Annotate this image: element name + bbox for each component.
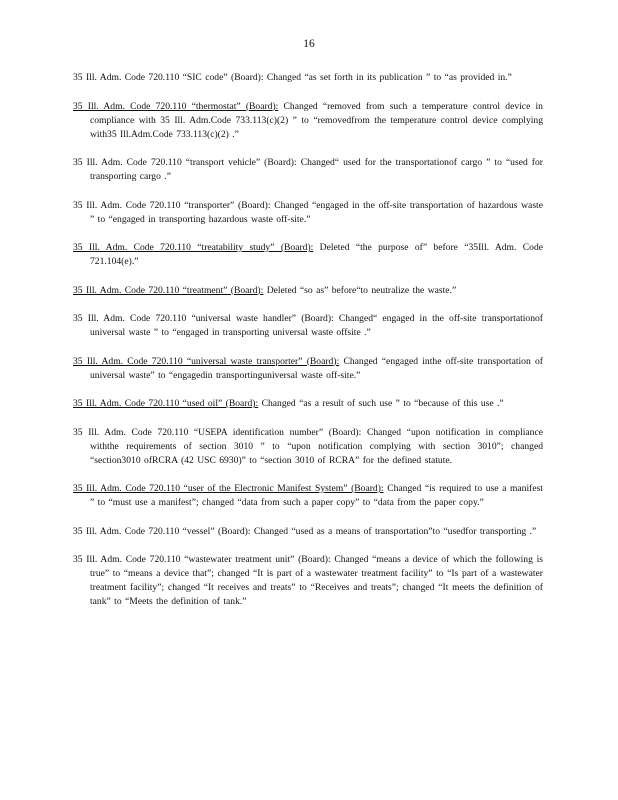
entry-reference: 35 Ill. Adm. Code 720.110 “treatability study” (Board): [73,242,314,253]
entry-paragraph [73,482,543,510]
entry-paragraph [73,284,543,298]
entry-reference: 35 Ill. Adm. Code 720.110 “wastewater treatment unit” (Board): [73,554,331,565]
entry-text: Changed “upon notification in compliance withthe requirements of section 3010 ” to “upon notification complying with section 3010”; changed “section3010 ofRCRA (42 USC 6930)” to “section 3010 of RCRA” for the defined statute. [90,426,543,466]
entry-paragraph [73,241,543,269]
entry-text: Changed “engaged inthe off-site transportation of universal waste” to “engagedin transportinguniversal waste off-site.” [90,355,543,381]
entry-text: Deleted “the purpose of” before “35Ill. Adm. Code 721.104(e).” [90,242,543,267]
entry-reference: 35 Ill. Adm. Code 720.110 “transport vehicle” (Board): [73,157,297,168]
entry-paragraph [73,312,543,340]
entry-list [73,71,543,624]
entry-text: Changed “used as a means of transportation”to “usedfor transporting .” [253,525,537,537]
entry-paragraph [73,553,543,609]
entry-reference: 35 Ill. Adm. Code 720.110 “transporter” (Board): [73,199,271,211]
entry-reference: 35 Ill. Adm. Code 720.110 “used oil” (Board): [73,398,259,409]
entry-reference: 35 Ill. Adm. Code 720.110 “USEPA identification number” (Board): [73,426,362,438]
entry-paragraph [73,397,543,411]
entry-text: Changed“ engaged in the off-site transportationof universal waste ” to “engaged in transporting universal waste offsite .” [90,313,543,338]
entry-paragraph [73,71,543,85]
entry-reference: 35 Ill. Adm. Code 720.110 “vessel” (Board): [73,525,251,537]
entry-paragraph [73,355,543,383]
entry-text: Deleted “so as” before“to neutralize the waste.” [266,284,457,296]
entry-paragraph [73,100,543,142]
page-number: 16 [303,38,315,50]
entry-reference: 35 Ill. Adm. Code 720.110 “universal waste transporter” (Board): [73,355,340,367]
entry-paragraph [73,156,543,184]
entry-paragraph [73,426,543,468]
entry-text: Changed“ used for the transportationof cargo ” to “used for transporting cargo .” [90,157,543,182]
entry-text: Changed “removed from such a temperature control device in compliance with 35 Ill. Adm.Code 733.113(c)(2) ” to “removedfrom the temperature control device complying with35 Ill.Adm.Code 733.113(c)(2) .” [90,100,543,140]
entry-text: Changed “as set forth in its publication ” to “as provided in.” [266,72,512,83]
entry-paragraph [73,525,543,539]
entry-reference: 35 Ill. Adm. Code 720.110 “thermostat” (Board): [73,100,279,112]
entry-reference: 35 Ill. Adm. Code 720.110 “treatment” (Board): [73,284,264,296]
entry-text: Changed “engaged in the off-site transportation of hazardous waste ” to “engaged in transporting hazardous waste off-site.” [90,199,543,225]
entry-paragraph [73,199,543,227]
entry-text: Changed “means a device of which the following is true” to “means a device that”; changed “It is part of a wastewater treatment facility” to “Is part of a wastewater treatment facility”; changed “It receives and treats” to “Receives and treats”; changed “It meets the definition of tank” to “Meets the definition of tank.” [90,554,543,607]
entry-reference: 35 Ill. Adm. Code 720.110 “universal waste handler” (Board): [73,313,334,324]
entry-text: Changed “is required to use a manifest ” to “must use a manifest”; changed “data from such a paper copy” to “data from the paper copy.” [90,483,543,508]
entry-reference: 35 Ill. Adm. Code 720.110 “SIC code” (Board): [73,72,264,83]
entry-reference: 35 Ill. Adm. Code 720.110 “user of the Electronic Manifest System” (Board): [73,483,384,494]
entry-text: Changed “as a result of such use ” to “because of this use .” [261,398,504,409]
